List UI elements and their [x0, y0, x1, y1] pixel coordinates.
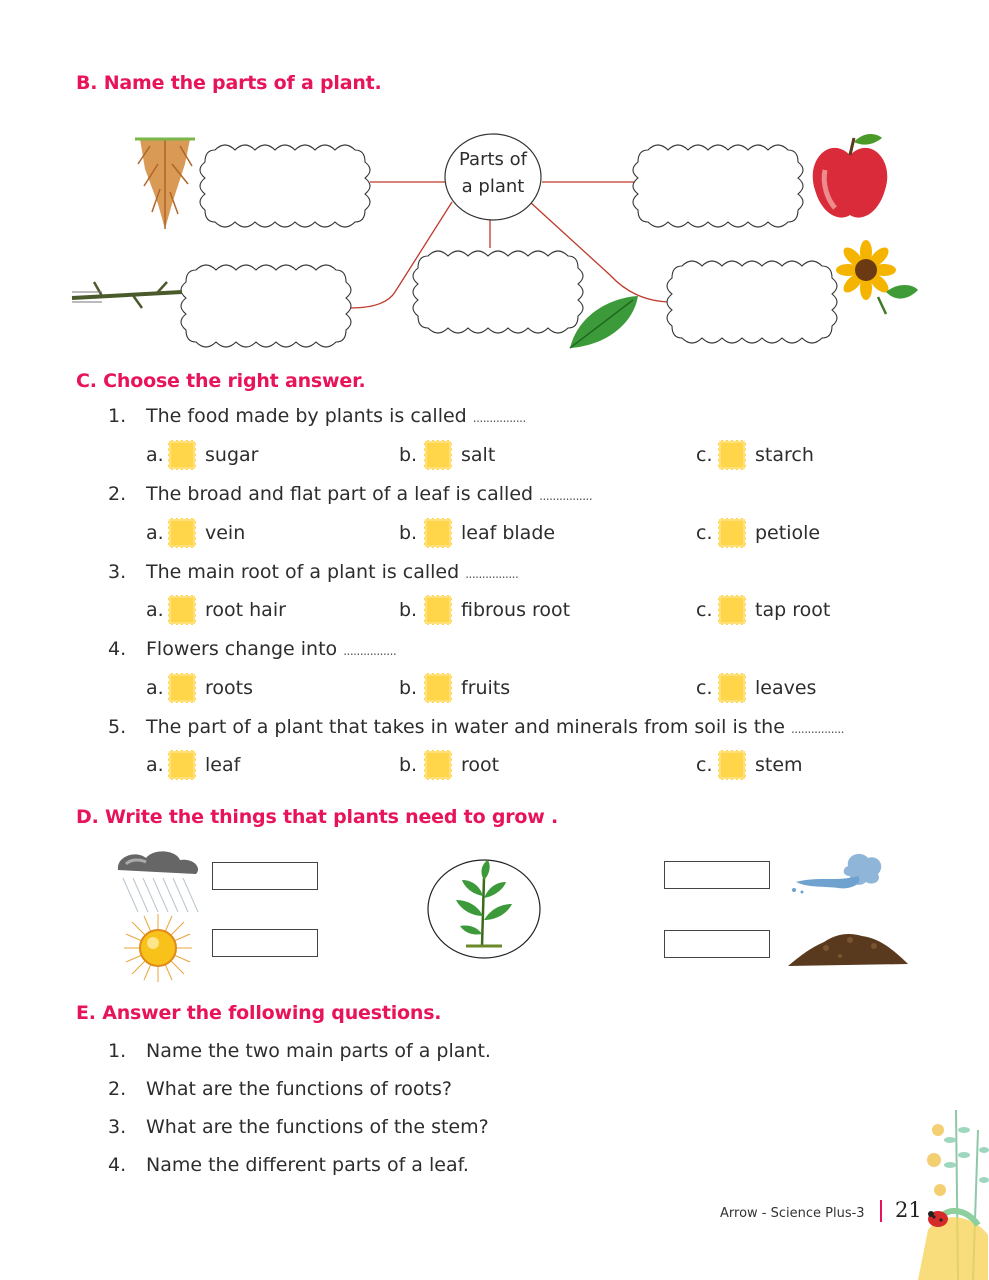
sunflower-icon	[836, 240, 918, 314]
option-label: leaf	[205, 754, 241, 776]
answer-blank: ................	[790, 722, 844, 736]
cloud-box-fruit	[633, 145, 803, 227]
option-checkbox[interactable]	[168, 750, 196, 780]
answer-blank: ................	[343, 644, 397, 658]
option-label: fruits	[461, 677, 511, 699]
option-checkbox[interactable]	[424, 595, 452, 625]
option-checkbox[interactable]	[424, 518, 452, 548]
option-label: stem	[755, 754, 803, 776]
answer-blank: ................	[472, 411, 526, 425]
option-letter: b.	[399, 754, 418, 776]
answer-box-soil[interactable]	[664, 930, 770, 958]
answer-blank: ................	[465, 567, 519, 581]
cloud-box-leaf	[413, 251, 583, 333]
footer-divider	[880, 1200, 882, 1222]
option-letter: a.	[146, 599, 164, 621]
center-label-line2: a plant	[461, 176, 525, 197]
book-title: Arrow - Science Plus-3	[720, 1206, 865, 1221]
option-label: sugar	[205, 444, 259, 466]
soil-icon	[786, 928, 910, 968]
option-checkbox[interactable]	[718, 673, 746, 703]
option-checkbox[interactable]	[718, 750, 746, 780]
question-text: What are the functions of the stem?	[146, 1116, 489, 1138]
question-number: 4.	[108, 1154, 127, 1176]
rain-cloud-icon	[108, 848, 208, 914]
question-text: The part of a plant that takes in water and minerals from soil is the ................	[146, 716, 844, 738]
option-checkbox[interactable]	[424, 750, 452, 780]
option-label: root	[461, 754, 500, 776]
question-text: The food made by plants is called ................	[146, 405, 526, 427]
question-number: 4.	[108, 638, 127, 660]
option-letter: c.	[696, 522, 713, 544]
option-checkbox[interactable]	[168, 518, 196, 548]
twig-icon	[72, 282, 182, 308]
option-checkbox[interactable]	[424, 440, 452, 470]
question-text: What are the functions of roots?	[146, 1078, 452, 1100]
option-checkbox[interactable]	[718, 518, 746, 548]
question-number: 2.	[108, 1078, 127, 1100]
answer-box-air[interactable]	[664, 861, 770, 889]
option-letter: b.	[399, 444, 418, 466]
option-letter: a.	[146, 522, 164, 544]
option-label: fibrous root	[461, 599, 571, 621]
option-letter: b.	[399, 599, 418, 621]
option-label: root hair	[205, 599, 286, 621]
option-checkbox[interactable]	[424, 673, 452, 703]
option-label: leaf blade	[461, 522, 556, 544]
center-label-line1: Parts of	[459, 149, 527, 170]
floral-decoration-icon	[918, 1100, 989, 1280]
option-letter: c.	[696, 754, 713, 776]
option-letter: b.	[399, 522, 418, 544]
question-text: The broad and flat part of a leaf is called ................	[146, 483, 593, 505]
cloud-box-stem	[181, 265, 351, 347]
question-number: 1.	[108, 1040, 127, 1062]
question-number: 3.	[108, 561, 127, 583]
cloud-box-root	[200, 145, 370, 227]
page-number: 21	[895, 1198, 922, 1222]
option-checkbox[interactable]	[718, 595, 746, 625]
question-text: Name the two main parts of a plant.	[146, 1040, 491, 1062]
question-text: Name the different parts of a leaf.	[146, 1154, 469, 1176]
option-checkbox[interactable]	[168, 595, 196, 625]
option-label: salt	[461, 444, 496, 466]
option-letter: c.	[696, 599, 713, 621]
question-text: Flowers change into ................	[146, 638, 397, 660]
option-letter: b.	[399, 677, 418, 699]
plant-parts-diagram	[0, 120, 989, 360]
option-letter: c.	[696, 444, 713, 466]
section-c-heading: C. Choose the right answer.	[76, 370, 366, 392]
ladybug-icon	[926, 1208, 950, 1228]
option-checkbox[interactable]	[168, 673, 196, 703]
question-number: 3.	[108, 1116, 127, 1138]
question-text: The main root of a plant is called ................	[146, 561, 519, 583]
option-letter: c.	[696, 677, 713, 699]
wind-icon	[788, 850, 888, 898]
sun-icon	[120, 914, 196, 982]
question-number: 5.	[108, 716, 127, 738]
section-b-heading: B. Name the parts of a plant.	[76, 72, 382, 94]
option-letter: a.	[146, 677, 164, 699]
option-label: roots	[205, 677, 253, 699]
option-letter: a.	[146, 754, 164, 776]
option-label: starch	[755, 444, 814, 466]
option-checkbox[interactable]	[718, 440, 746, 470]
answer-box-sun[interactable]	[212, 929, 318, 957]
option-label: petiole	[755, 522, 821, 544]
section-d-heading: D. Write the things that plants need to grow .	[76, 806, 559, 828]
cloud-box-flower	[667, 261, 837, 343]
option-label: vein	[205, 522, 246, 544]
question-number: 1.	[108, 405, 127, 427]
plant-icon	[426, 858, 544, 962]
apple-icon	[813, 134, 888, 218]
answer-blank: ................	[539, 489, 593, 503]
question-number: 2.	[108, 483, 127, 505]
option-label: leaves	[755, 677, 817, 699]
answer-box-rain[interactable]	[212, 862, 318, 890]
root-icon	[135, 139, 195, 229]
section-e-heading: E. Answer the following questions.	[76, 1002, 442, 1024]
option-label: tap root	[755, 599, 831, 621]
option-letter: a.	[146, 444, 164, 466]
option-checkbox[interactable]	[168, 440, 196, 470]
